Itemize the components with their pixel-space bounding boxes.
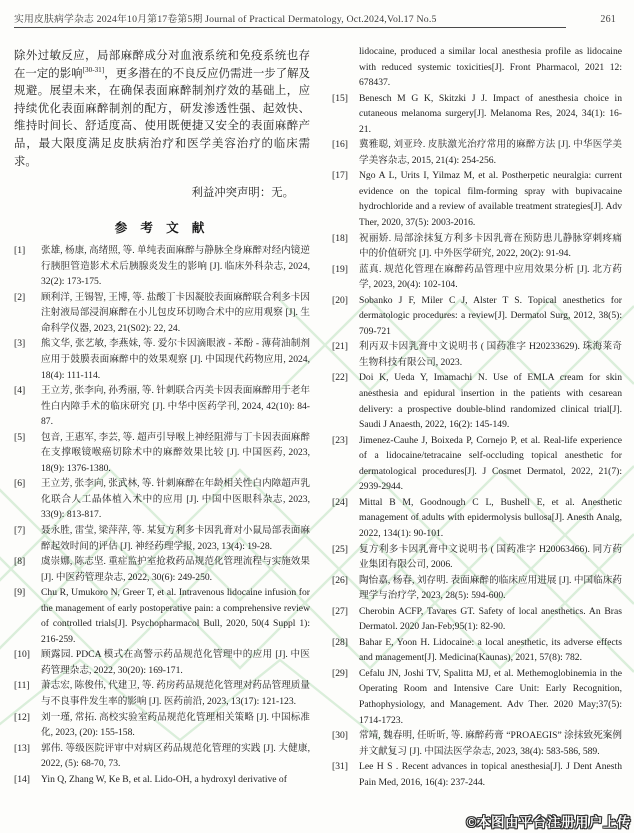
reference-item (14, 554, 310, 585)
reference-number: [29] (332, 667, 348, 679)
reference-text: 王立芳, 张李向, 张武林, 等. 针刺麻醉在年龄相关性白内障超声乳化联合人工晶体植入术中的应用 [J]. 中国中医眼科杂志, 2023, 33(9): 813-817. (41, 478, 310, 521)
reference-item (14, 290, 310, 337)
paragraph-text-after-citation: ，更多潜在的不良反应仍需进一步了解及规避。展望未来，在确保表面麻醉制剂疗效的基础上，应持续优化表面麻醉制剂的配方，研发渗透性强、起效快、维持时间长、舒适度高、使用既便捷又安全的表面麻醉产品，最大限度满足皮肤病治疗和医学美容治疗的临床需求。 (14, 67, 310, 168)
reference-item (14, 710, 310, 741)
reference-text: 陶怡嘉, 杨春, 刘存明. 表面麻醉的临床应用进展 [J]. 中国临床药理学与治疗学, 2023, 28(5): 594-600. (359, 574, 622, 602)
reference-item (332, 635, 622, 666)
reference-number: [1] (14, 245, 26, 257)
reference-number: [18] (332, 232, 348, 244)
reference-text: 包音, 王惠军, 李芸, 等. 超声引导喉上神经阻滞与丁卡因表面麻醉在支撑喉镜喉癌切除术中的麻醉效果比较 [J]. 中国医药, 2023, 18(9): 1376-1380. (41, 431, 310, 474)
reference-item (332, 137, 622, 168)
reference-item (332, 433, 622, 495)
reference-number: [10] (14, 649, 30, 661)
reference-text: 萧志宏, 陈俊伟, 代建卫, 等. 药房药品规范化管理对药品管理质量与不良事件发生率的影响 [J]. 医药前沿, 2023, 13(17): 121-123. (41, 680, 310, 708)
references-heading: 参 考 文 献 (114, 221, 210, 236)
reference-item (14, 678, 310, 709)
upload-watermark: ©本图由平台注册用户上传 (466, 815, 631, 830)
reference-text: Chu R, Umukoro N, Greer T, et al. Intravenous lidocaine infusion for the management of early postoperative pain: a comprehensive review of controlled trials[J]. Psychopharmacol Bull, 2020, 50(4 Suppl 1): 216-259. (41, 587, 310, 645)
reference-number: [11] (14, 680, 30, 692)
reference-item (14, 647, 310, 678)
reference-text: 刘一瑾, 常拓. 高校实验室药品规范化管理相关策略 [J]. 中国标准化, 2023, (20): 155-158. (41, 711, 310, 739)
reference-number: [31] (332, 761, 348, 773)
reference-item (332, 168, 622, 230)
reference-item (14, 772, 310, 788)
reference-text: 冀雅聪, 刘亚玲. 皮肤激光治疗常用的麻醉方法 [J]. 中华医学美学美容杂志, 2015, 21(4): 254-256. (359, 139, 622, 166)
reference-number: [17] (332, 170, 348, 182)
reference-text: 常靖, 魏春明, 任昕昕, 等. 麻醉药膏 “PROAEGIS” 涂抹致死案例并文献复习 [J]. 中国法医学杂志, 2023, 38(4): 583-586, 589. (359, 730, 622, 757)
reference-text: 顾利洋, 王锡智, 王博, 等. 盐酸丁卡因凝胶表面麻醉联合利多卡因注射液局部浸润麻醉在小儿包皮环切吻合术中的应用观察 [J]. 生命科学仪器, 2023, 21(S02): 22, 24. (41, 291, 310, 334)
reference-number: [3] (14, 338, 26, 350)
reference-item (332, 91, 622, 138)
reference-number: [21] (332, 341, 348, 353)
reference-text: 熊文华, 张艺敏, 李燕妹, 等. 爱尔卡因滴眼液 - 苯酚 - 薄荷油制剂应用于鼓膜表面麻醉中的效果观察 [J]. 中国现代药物应用, 2024, 18(4): 111-114. (41, 338, 310, 381)
reference-number: [26] (332, 574, 348, 586)
content-columns (14, 40, 622, 790)
reference-number: [8] (14, 556, 26, 568)
reference-item (332, 728, 622, 759)
journal-title-line: 实用皮肤病学杂志 2024年10月第17卷第5期 Journal of Practical Dermatology, Oct.2024,Vol.17 No.5 (14, 14, 437, 25)
reference-number: [14] (14, 773, 30, 785)
reference-item (14, 585, 310, 647)
reference-item (14, 523, 310, 554)
reference-text: Doi K, Ueda Y, Imamachi N. Use of EMLA cream for skin anesthesia and epidural insertion in the patients with cesarean delivery: a prospective double-blind randomized clinical trial[J]. Saudi J Anaesth, 2022, 16(2): 145-149. (359, 372, 622, 431)
reference-text: Cherobin ACFP, Tavares GT. Safety of local anesthetics. An Bras Dermatol. 2020 Jan-Feb;95(1): 82-90. (359, 605, 622, 633)
reference-number: [4] (14, 385, 26, 397)
reference-number: [12] (14, 711, 30, 723)
reference-item (332, 573, 622, 604)
paragraph-text-before-citation: 除外过敏反应，局部麻醉成分对血液系统和免疫系统也存在一定的影响 (14, 50, 310, 80)
reference-item (332, 604, 622, 635)
reference-text: Lee H S . Recent advances in topical anesthesia[J]. J Dent Anesth Pain Med, 2016, 16(4): 237-244. (359, 761, 622, 788)
reference-text: 张雄, 杨康, 高绪照, 等. 单纯表面麻醉与静脉全身麻醉对经内镜逆行胰胆管造影术术后胰腺炎发生的影响 [J]. 临床外科杂志, 2024, 32(2): 173-175. (41, 245, 310, 288)
reference-item (14, 430, 310, 477)
reference-text: Mittal B M, Goodnough C L, Bushell E, et al. Anesthetic management of adults with epidermolysis bullosa[J]. Anesth Analg, 2022, 134(1): 90-101. (359, 496, 622, 539)
reference-text: Sobanko J F, Miler C J, Alster T S. Topical anesthetics for dermatologic procedures: a review[J]. Dermatol Surg, 2012, 38(5): 709-721 (359, 294, 622, 337)
page-header (14, 11, 622, 25)
reference-number: [24] (332, 496, 348, 508)
reference-number: [28] (332, 636, 348, 648)
reference-text: 利丙双卡因乳膏中文说明书 ( 国药准字 H20233629). 珠海莱奇生物科技有限公司, 2023. (359, 341, 622, 368)
page-number: 261 (600, 14, 616, 25)
reference-item (332, 231, 622, 262)
reference-item (332, 495, 622, 542)
reference-number: [30] (332, 730, 348, 742)
header-rule (14, 27, 566, 28)
citation-superscript: [30-31] (82, 65, 105, 74)
reference-text: Jimenez-Cauhe J, Boixeda P, Cornejo P, et al. Real-life experience of a lidocaine/tetracaine self-occluding topical anesthetic for dermatological procedures[J]. J Cosmet Dermatol, 2022, 21(7): 2939-2944. (359, 434, 622, 493)
reference-text: 祝丽娇. 局部涂抹复方利多卡因乳膏在预防患儿静脉穿刺疼痛中的价值研究 [J]. 中外医学研究, 2022, 20(2): 91-94. (359, 232, 622, 260)
reference-number: [13] (14, 742, 30, 754)
reference-list-left (14, 243, 310, 787)
reference-text: 郭伟. 等级医院评审中对病区药品规范化管理的实践 [J]. 大健康, 2022, (5): 68-70, 73. (41, 742, 310, 770)
reference-item (332, 339, 622, 370)
reference-text: Bahar E, Yoon H. Lidocaine: a local anesthetic, its adverse effects and management[J]. Medicina(Kaunas), 2021, 57(8): 782. (359, 636, 622, 664)
reference-list-right (332, 44, 622, 790)
reference-number: [6] (14, 478, 26, 490)
reference-number: [22] (332, 372, 348, 384)
reference-number: [20] (332, 294, 348, 306)
reference-number: [16] (332, 139, 348, 151)
reference-item (332, 370, 622, 432)
reference-number: [27] (332, 605, 348, 617)
reference-number: [19] (332, 263, 348, 275)
reference-number: [25] (332, 543, 348, 555)
reference-text: 顾露园. PDCA 模式在高警示药品规范化管理中的应用 [J]. 中医药管理杂志, 2022, 30(20): 169-171. (41, 649, 310, 676)
reference-number: [2] (14, 291, 26, 303)
reference-number: [5] (14, 431, 26, 443)
reference-item (14, 476, 310, 523)
reference-number: [7] (14, 525, 26, 536)
reference-item (14, 383, 310, 430)
right-column (332, 40, 622, 790)
reference-text: 蓝真. 规范化管理在麻醉药品管理中应用效果分析 [J]. 北方药学, 2023, 20(4): 102-104. (359, 263, 622, 291)
left-column (14, 40, 310, 790)
reference-number: [23] (332, 434, 348, 446)
closing-paragraph (14, 48, 310, 171)
reference-item (14, 741, 310, 772)
reference-item (332, 44, 622, 91)
reference-text: Cefalu JN, Joshi TV, Spalitta MJ, et al. Methemoglobinemia in the Operating Room and Intensive Care Unit: Early Recognition, Pathophysiology, and Management. Adv Ther. 2020 May;37(5): 1714-1723. (359, 667, 622, 726)
reference-number: [9] (14, 587, 26, 599)
reference-item (332, 759, 622, 790)
reference-text: Yin Q, Zhang W, Ke B, et al. Lido-OH, a hydroxyl derivative of (41, 773, 287, 785)
reference-item (332, 262, 622, 293)
reference-text: 虞崇娜, 陈志坚. 重症监护室抢救药品规范化管理流程与实施效果 [J]. 中医药管理杂志, 2022, 30(6): 249-250. (41, 556, 310, 583)
reference-text: Ngo A L, Urits I, Yilmaz M, et al. Postherpetic neuralgia: current evidence on the topical film-forming spray with bupivacaine hydrochloride and a review of available treatment strategies[J]. Adv Ther, 2020, 37(5): 2003-2016. (359, 170, 622, 229)
reference-item (332, 542, 622, 573)
reference-text: lidocaine, produced a similar local anesthesia profile as lidocaine with reduced systemic toxicities[J]. Front Pharmacol, 2021 12: 678437. (359, 46, 622, 89)
reference-text: Benesch M G K, Skitzki J J. Impact of anesthesia choice in cutaneous melanoma surgery[J]. Melanoma Res, 2024, 34(1): 16-21. (359, 92, 622, 135)
reference-item (14, 243, 310, 290)
conflict-of-interest-statement: 利益冲突声明：无。 (191, 187, 294, 200)
reference-item (332, 293, 622, 340)
reference-item (332, 666, 622, 728)
reference-text: 复方利多卡因乳膏中文说明书 ( 国药准字 H20063466). 同方药业集团有限公司, 2006. (359, 543, 622, 571)
reference-number: [15] (332, 92, 348, 104)
reference-item (14, 336, 310, 383)
reference-text: 聂永胜, 雷莹, 梁萍萍, 等. 某复方利多卡因乳膏对小鼠局部表面麻醉起效时间的评估 [J]. 神经药理学报, 2023, 13(4): 19-28. (41, 525, 310, 552)
reference-text: 王立芳, 张李向, 孙秀丽, 等. 针刺联合丙美卡因表面麻醉用于老年性白内障手术的临床研究 [J]. 中华中医药学刊, 2024, 42(10): 84-87. (41, 385, 310, 428)
